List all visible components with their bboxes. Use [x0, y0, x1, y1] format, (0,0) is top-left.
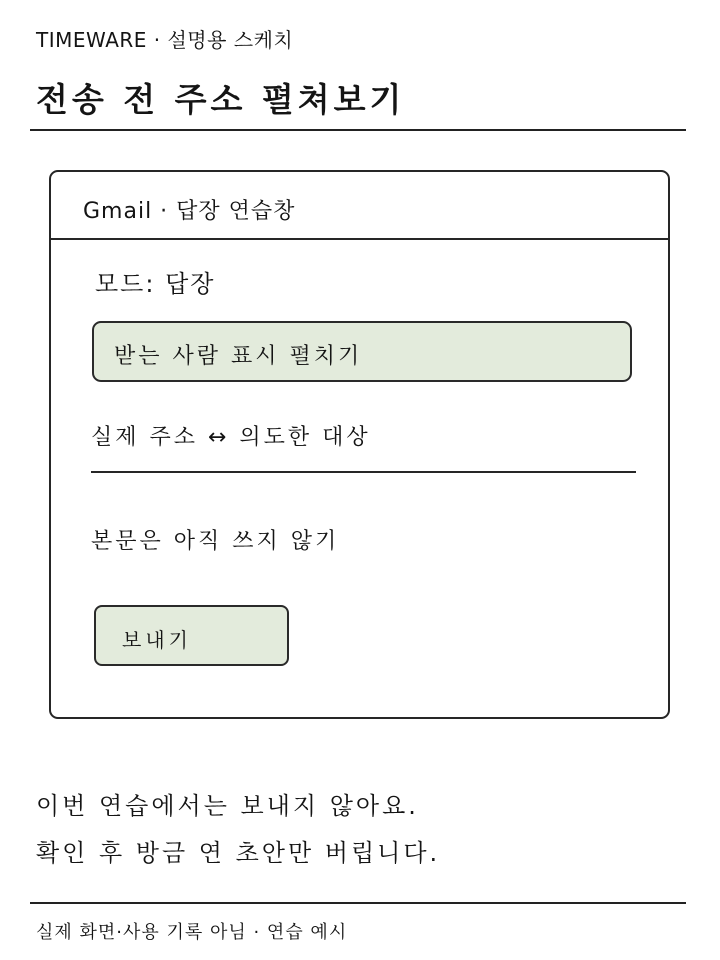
send-button-label: 보내기 — [122, 628, 192, 652]
practice-note-line-2: 확인 후 방금 연 초안만 버립니다. — [36, 839, 441, 867]
window-title: Gmail · 답장 연습창 — [83, 199, 296, 224]
reply-practice-window — [49, 170, 670, 719]
footer-note: 실제 화면·사용 기록 아님 · 연습 예시 — [36, 922, 348, 943]
reveal-recipients-label: 받는 사람 표시 펼치기 — [114, 344, 363, 369]
mode-indicator: 모드: 답장 — [95, 270, 216, 298]
recipient-divider — [91, 471, 636, 473]
reveal-recipients-button[interactable] — [92, 321, 632, 382]
footer-divider — [30, 902, 686, 904]
header-divider — [30, 129, 686, 131]
page-title: 전송 전 주소 펼쳐보기 — [36, 80, 406, 119]
window-titlebar — [51, 172, 668, 240]
practice-note-line-1: 이번 연습에서는 보내지 않아요. — [36, 792, 419, 820]
body-placeholder: 본문은 아직 쓰지 않기 — [91, 529, 340, 554]
address-mapping-line: 실제 주소 ↔ 의도한 대상 — [91, 425, 371, 450]
send-button[interactable] — [94, 605, 289, 666]
page-kicker: TIMEWARE · 설명용 스케치 — [36, 28, 294, 52]
